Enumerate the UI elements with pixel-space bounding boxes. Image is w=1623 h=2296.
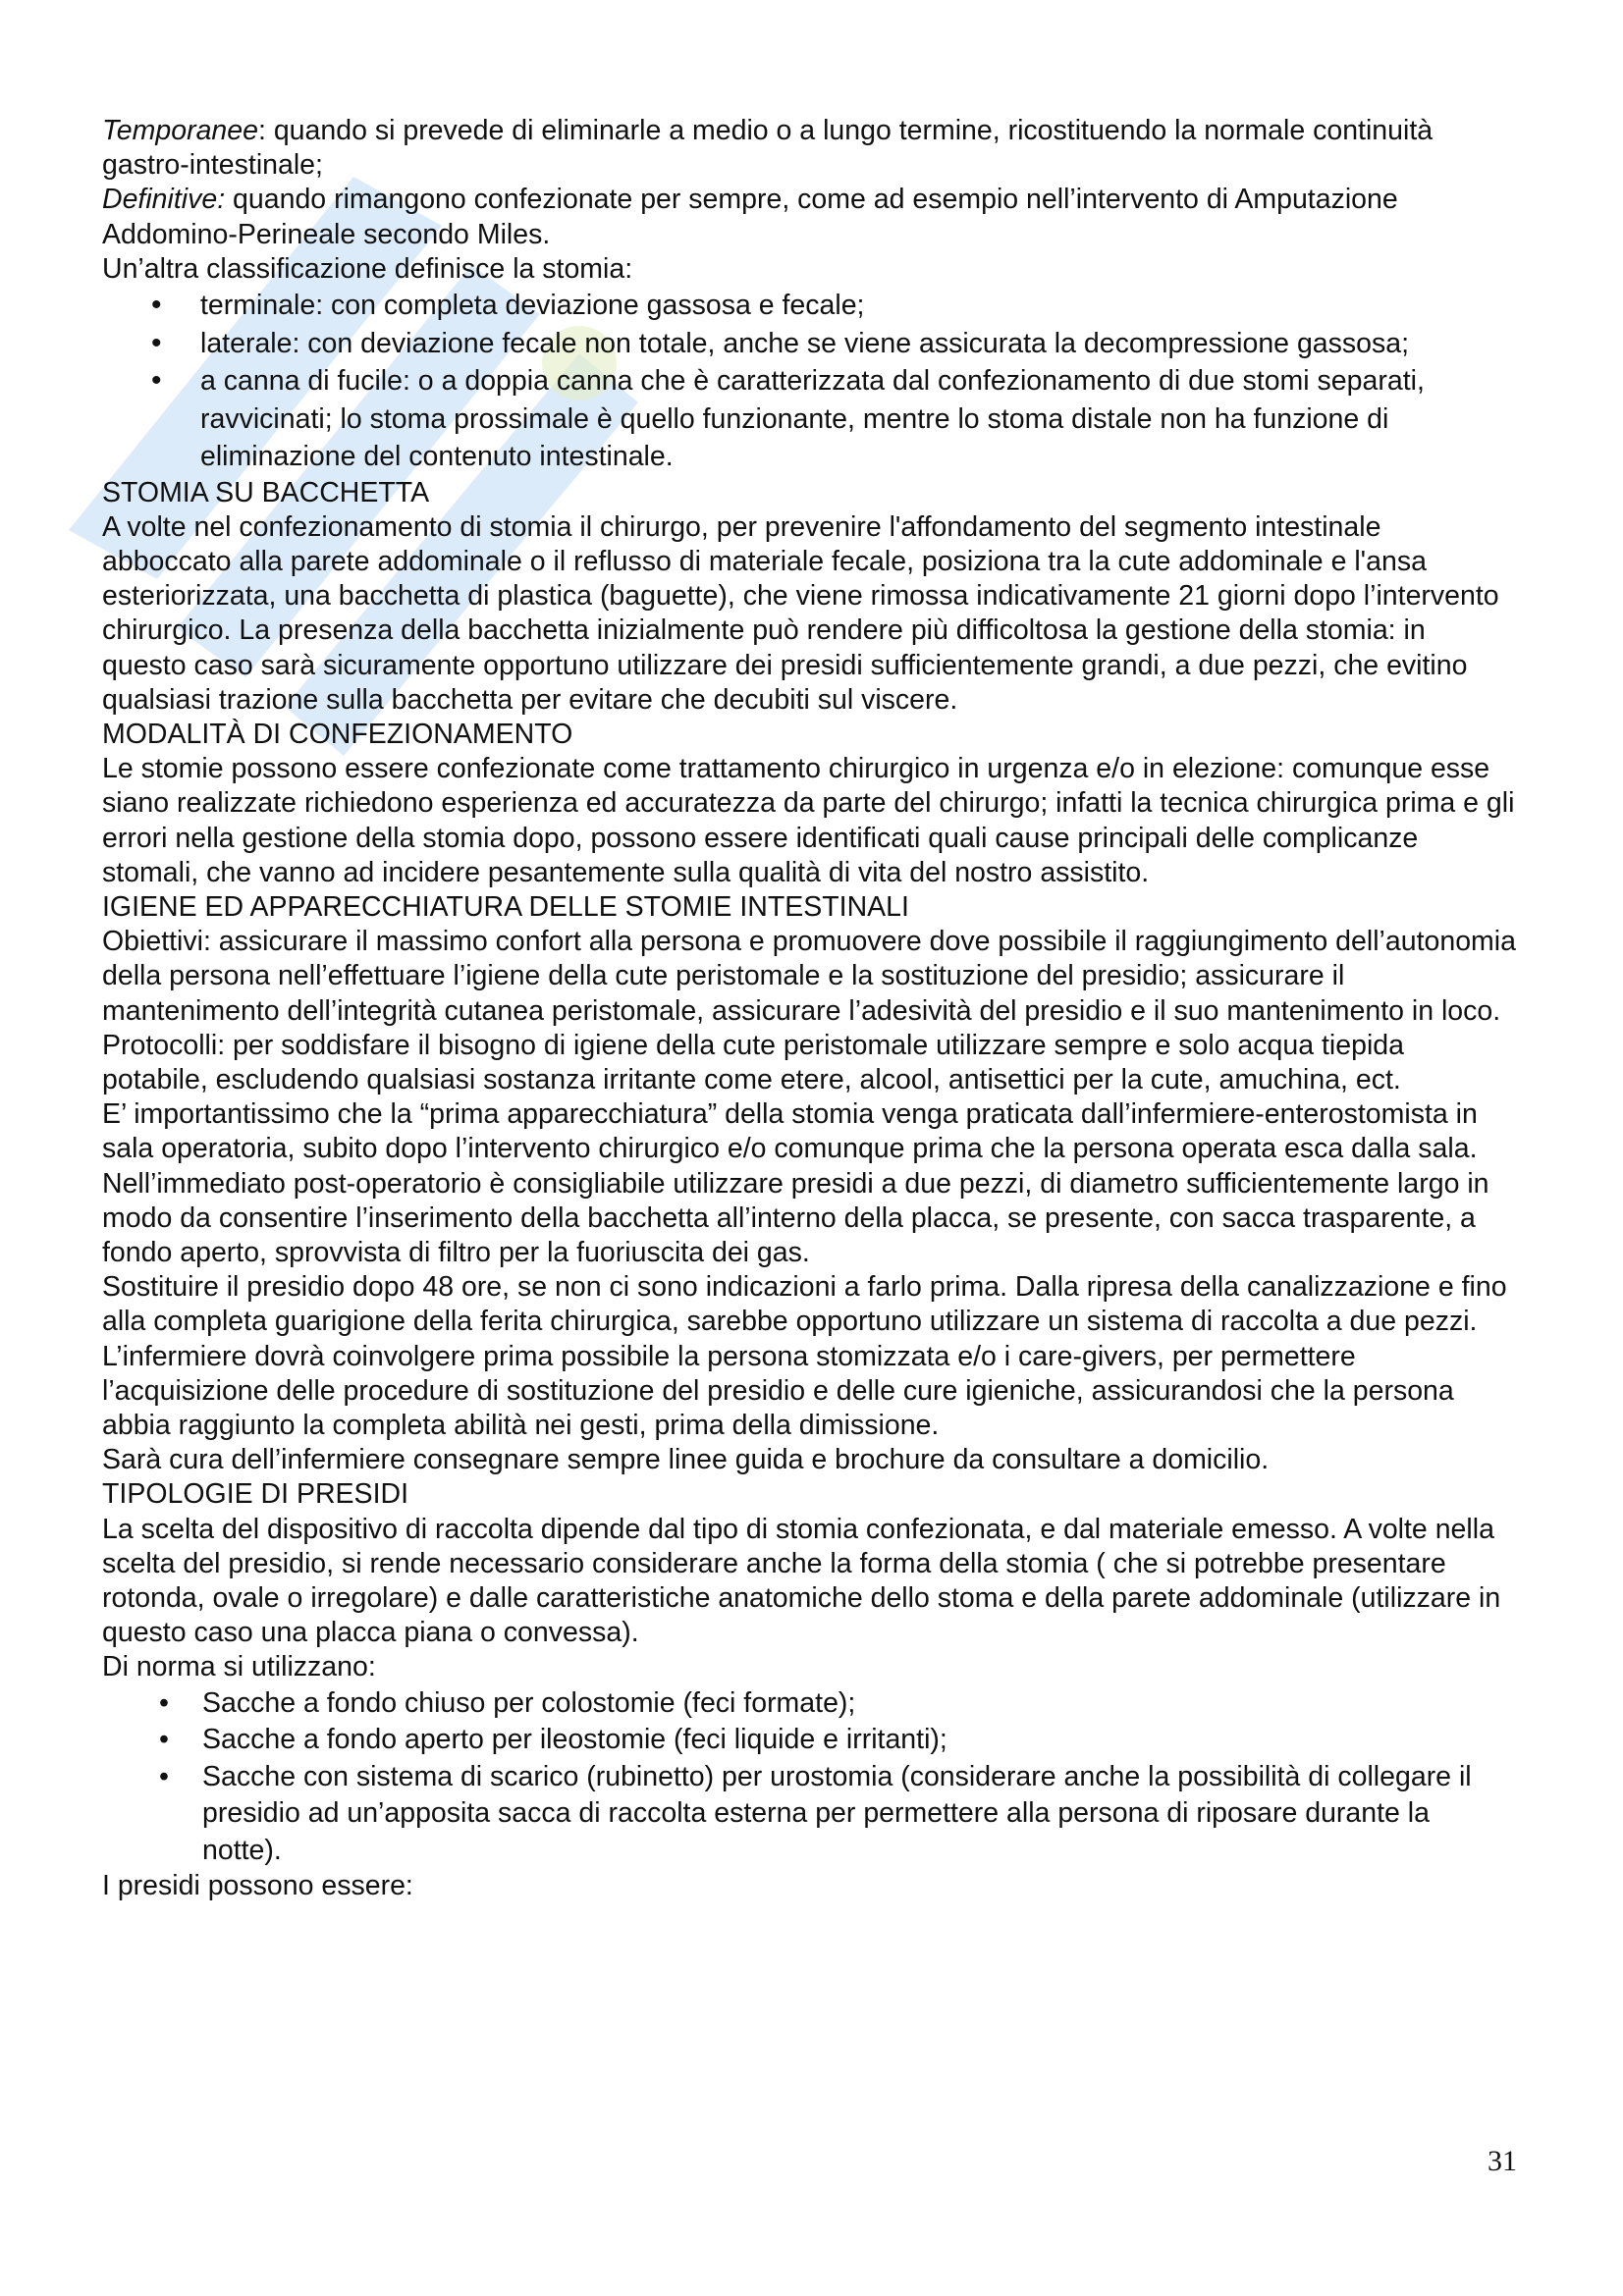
paragraph-modalita: Le stomie possono essere confezionate come trattamento chirurgico in urgenza e/o in elezione: comunque esse siano realizzate richiedono esperienza ed accuratezza da parte del chirurgo; infatti la tecnica chirurgica prima e gli errori nella gestione della stomia dopo, possono essere identificati quali cause principali delle complicanze stomali, che vanno ad incidere pesantemente sulla qualità di vita del nostro assistito.: [102, 753, 1515, 888]
list-intro: Di norma si utilizzano:: [102, 1651, 376, 1683]
document-page: [102, 114, 1516, 1903]
term-temporanee: Temporanee: [102, 115, 258, 146]
bullet-icon: •: [159, 1760, 169, 1792]
paragraph-closing: I presidi possono essere:: [102, 1870, 413, 1902]
text-definitive: quando rimangono confezionate per sempre, come ad esempio nell’intervento di Amputazione Addomino-Perineale secondo Miles.: [102, 184, 1398, 250]
paragraph-tipologie: La scelta del dispositivo di raccolta dipende dal tipo di stomia confezionata, e dal materiale emesso. A volte nella scelta del presidio, si rende necessario considerare anche la forma della stomia ( che si potrebbe presentare rotonda, ovale o irregolare) e dalle caratteristiche anatomiche dello stoma e della parete addominale (utilizzare in questo caso una placca piana o convessa).: [102, 1513, 1501, 1649]
bullet-icon: •: [159, 1724, 169, 1756]
classification-list: [102, 287, 1516, 476]
term-definitive: Definitive:: [102, 184, 226, 216]
paragraph-coinvolgimento: L’infermiere dovrà coinvolgere prima possibile la persona stomizzata e/o i care-givers, per permettere l’acquisizione delle procedure di sostituzione del presidio e delle cure igieniche, assicurandosi che la persona abbia raggiunto la completa abilità nei gesti, prima della dimissione.: [102, 1340, 1454, 1441]
paragraph-bacchetta: A volte nel confezionamento di stomia il chirurgo, per prevenire l'affondamento del segmento intestinale abboccato alla parete addominale o il reflusso di materiale fecale, posiziona tra la cute addominale e l'ansa esteriorizzata, una bacchetta di plastica (baguette), che viene rimossa indicativamente 21 giorni dopo l’intervento chirurgico. La presenza della bacchetta inizialmente può rendere più difficoltosa la gestione della stomia: in questo caso sarà sicuramente opportuno utilizzare dei presidi sufficientemente grandi, a due pezzi, che evitino qualsiasi trazione sulla bacchetta per evitare che decubiti sul viscere.: [102, 510, 1499, 716]
section-heading-igiene: IGIENE ED APPARECCHIATURA DELLE STOMIE INTESTINALI: [102, 890, 909, 923]
text-temporanee: : quando si prevede di eliminarle a medio o a lungo termine, ricostituendo la normale continuità gastro-intestinale;: [102, 115, 1434, 182]
list-item: [159, 1685, 1516, 1723]
paragraph-sostituzione: Sostituire il presidio dopo 48 ore, se non ci sono indicazioni a farlo prima. Dalla ripresa della canalizzazione e fino alla completa guarigione della ferita chirurgica, sarebbe opportuno utilizzare un sistema di raccolta a due pezzi.: [102, 1271, 1507, 1338]
paragraph-definitive: [102, 183, 1516, 251]
section-heading-tipologie: TIPOLOGIE DI PRESIDI: [102, 1478, 408, 1511]
list-item-text: Sacche a fondo aperto per ileostomie (feci liquide e irritanti);: [202, 1724, 947, 1756]
paragraph-post-operatorio: Nell’immediato post-operatorio è consigliabile utilizzare presidi a due pezzi, di diametro sufficientemente largo in modo da consentire l’inserimento della bacchetta all’interno della placca, se presente, con sacca trasparente, a fondo aperto, sprovvista di filtro per la fuoriuscita dei gas.: [102, 1167, 1489, 1268]
list-item: • a canna di fucile: o a doppia canna che è caratterizzata dal confezionamento di due stomi separati, ravvicinati; lo stoma prossimale è quello funzionante, mentre lo stoma distale non ha funzione di eliminazione del contenuto intestinale.: [200, 362, 1516, 476]
list-item-text: Sacche a fondo chiuso per colostomie (feci formate);: [202, 1686, 856, 1719]
paragraph-prima-apparecchiatura: E’ importantissimo che la “prima apparecchiatura” della stomia venga praticata dall’infermiere-enterostomista in sala operatoria, subito dopo l’intervento chirurgico e/o comunque prima che la persona operata esca dalla sala.: [102, 1098, 1478, 1165]
classification-intro: Un’altra classificazione definisce la stomia:: [102, 252, 633, 285]
section-heading-modalita: MODALITÀ DI CONFEZIONAMENTO: [102, 718, 573, 750]
page-number: 31: [1488, 2145, 1517, 2177]
list-item: [159, 1759, 1516, 1870]
section-heading-bacchetta: STOMIA SU BACCHETTA: [102, 476, 430, 508]
list-item: [159, 1722, 1516, 1759]
presidi-list: [102, 1685, 1516, 1870]
list-item-text: Sacche con sistema di scarico (rubinetto) per urostomia (considerare anche la possibilità di collegare il presidio ad un’apposita sacca di raccolta esterna per permettere alla persona di riposare durante la notte).: [202, 1760, 1472, 1866]
paragraph-obiettivi: Obiettivi: assicurare il massimo confort alla persona e promuovere dove possibile il raggiungimento dell’autonomia della persona nell’effettuare l’igiene della cute peristomale e la sostituzione del presidio; assicurare il mantenimento dell’integrità cutanea peristomale, assicurare l’adesività del presidio e il suo mantenimento in loco.: [102, 926, 1516, 1027]
paragraph-temporanee: [102, 114, 1516, 183]
bullet-icon: •: [159, 1686, 169, 1719]
paragraph-linee-guida: Sarà cura dell’infermiere consegnare sempre linee guida e brochure da consultare a domicilio.: [102, 1444, 1270, 1476]
paragraph-protocolli: Protocolli: per soddisfare il bisogno di igiene della cute peristomale utilizzare sempre e solo acqua tiepida potabile, escludendo qualsiasi sostanza irritante come etere, alcool, antisettici per la cute, amuchina, ect.: [102, 1029, 1404, 1095]
list-item: • terminale: con completa deviazione gassosa e fecale;: [200, 287, 1516, 325]
list-item: • laterale: con deviazione fecale non totale, anche se viene assicurata la decompressione gassosa;: [200, 325, 1516, 363]
